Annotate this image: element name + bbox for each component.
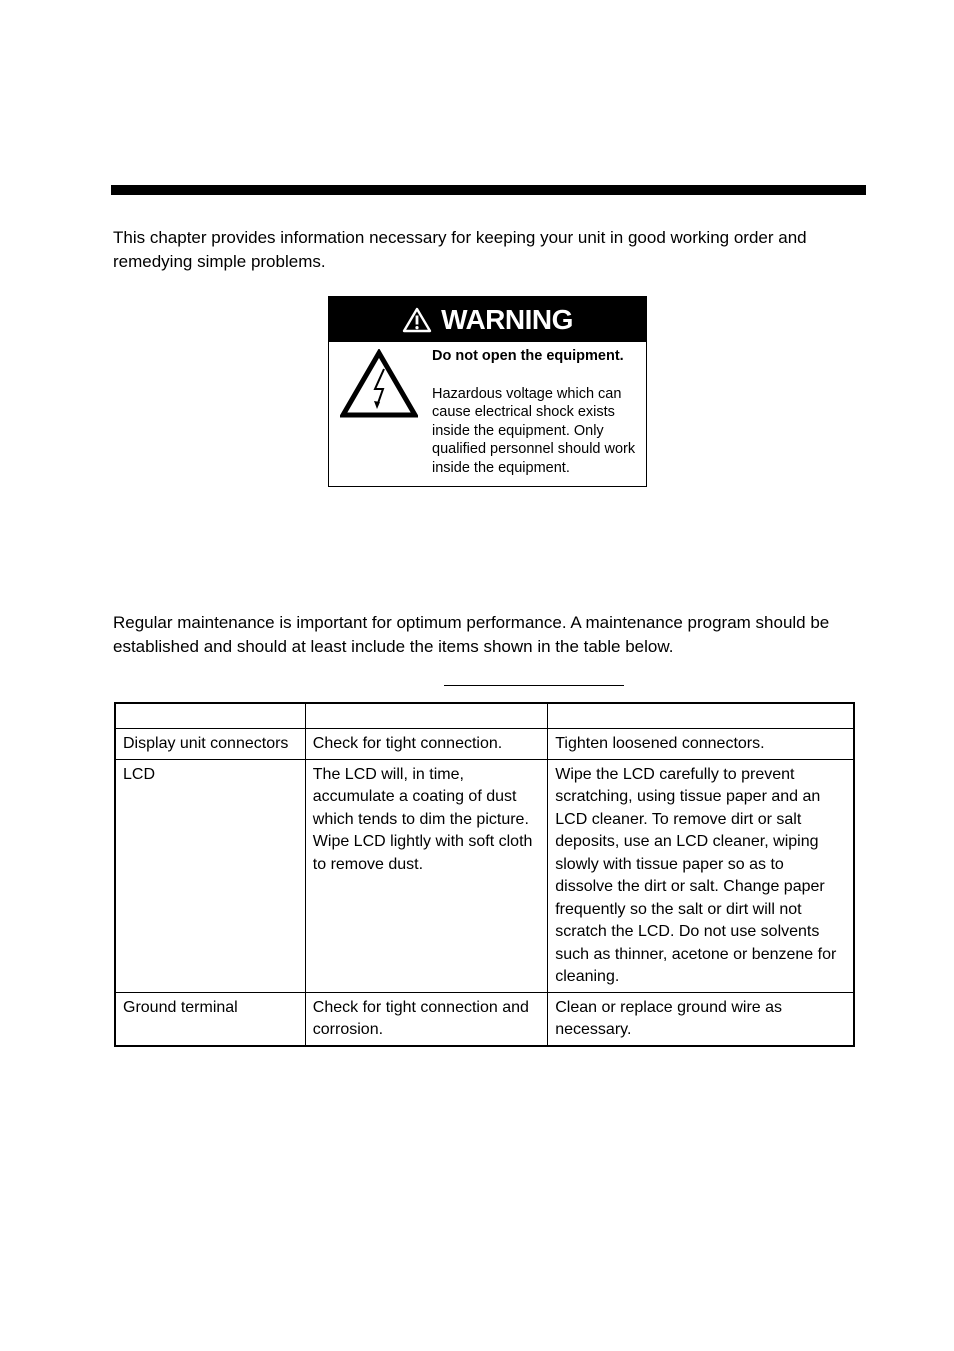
- item-cell: Display unit connectors: [115, 729, 305, 760]
- table-row: [115, 729, 854, 760]
- check-point-cell: The LCD will, in time, accumulate a coating of dust which tends to dim the picture. Wipe LCD lightly with soft cloth to remove dust.: [305, 759, 547, 992]
- warning-box: [328, 296, 647, 487]
- table-row: [115, 992, 854, 1046]
- header-cell: [115, 703, 305, 729]
- chapter-title-rule: [111, 185, 866, 195]
- electric-shock-icon: [340, 349, 418, 419]
- item-cell: LCD: [115, 759, 305, 992]
- warning-body: Hazardous voltage which can cause electrical shock exists inside the equipment. Only qualified personnel should work inside the equipment.: [432, 385, 636, 476]
- header-cell: [548, 703, 854, 729]
- remedy-cell: Clean or replace ground wire as necessary.: [548, 992, 854, 1046]
- table-title-underline: [444, 685, 624, 686]
- warning-title: WARNING: [441, 303, 573, 335]
- check-point-cell: Check for tight connection and corrosion.: [305, 992, 547, 1046]
- maintenance-table: [114, 702, 855, 1047]
- intro-paragraph: This chapter provides information necessary for keeping your unit in good working order and remedying simple problems.: [113, 228, 807, 271]
- remedy-cell: Wipe the LCD carefully to prevent scratching, using tissue paper and an LCD cleaner. To remove dirt or salt deposits, use an LCD cleaner, wiping slowly with tissue paper so as to dissolve the dirt or salt. Change paper frequently so the salt or dirt will not scratch the LCD. Do not use solvents such as thinner, acetone or benzene for cleaning.: [548, 759, 854, 992]
- check-point-cell: Check for tight connection.: [305, 729, 547, 760]
- table-header-row: [115, 703, 854, 729]
- warning-text: [432, 347, 644, 477]
- remedy-cell: Tighten loosened connectors.: [548, 729, 854, 760]
- header-cell: [305, 703, 547, 729]
- table-row: [115, 759, 854, 992]
- warning-heading: Do not open the equipment.: [432, 348, 624, 364]
- item-cell: Ground terminal: [115, 992, 305, 1046]
- maintenance-paragraph: Regular maintenance is important for optimum performance. A maintenance program should be established and should at least include the items shown in the table below.: [113, 613, 830, 656]
- warning-header: [329, 297, 646, 342]
- caution-icon: [402, 307, 432, 333]
